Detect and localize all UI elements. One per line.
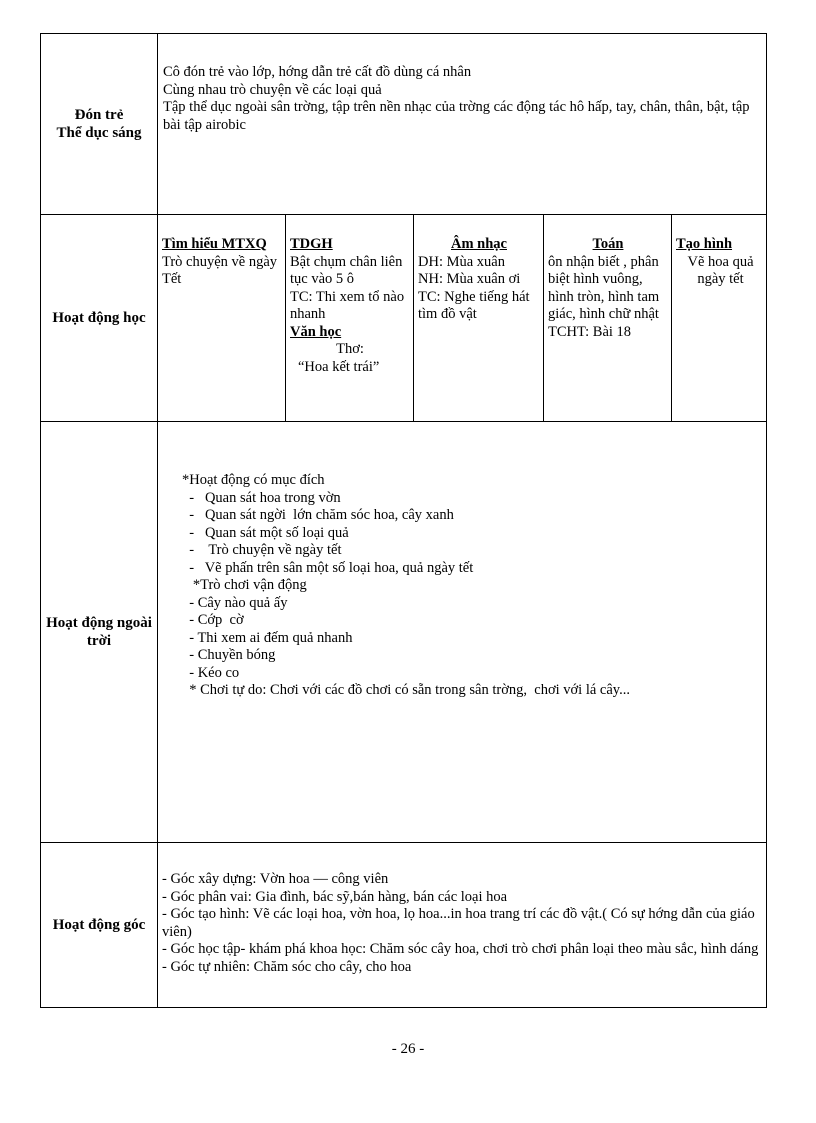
- text-line: Tập thể dục ngoài sân trờng, tập trên nền nhạc của trờng các động tác hô hấp, tay, chân, thân, bật, tập bài tập airobic: [163, 99, 750, 133]
- welcome-content: [158, 34, 766, 214]
- text-line: - Cây nào quả ấy: [182, 594, 288, 611]
- row-corners: [40, 843, 767, 1008]
- row-study: [40, 214, 767, 422]
- text-line: - Quan sát một số loại quả: [182, 524, 349, 541]
- col-heading: Tạo hình: [676, 236, 733, 252]
- page-number: - 26 -: [391, 1041, 425, 1057]
- col-body: TCHT: Bài 18: [548, 323, 632, 340]
- row-label-corners: Hoạt động góc: [41, 843, 158, 1007]
- col-body: Vẽ hoa quả ngày tết: [687, 253, 754, 287]
- study-col-mtxq: [158, 214, 286, 421]
- text-line: - Thi xem ai đếm quả nhanh: [182, 629, 353, 646]
- text-line: - Cớp cờ: [182, 612, 244, 628]
- text-line: - Góc tạo hình: Vẽ các loại hoa, vờn hoa, lọ hoa...in hoa trang trí các đồ vật.( Có sự hớng dẫn của giáo viên): [162, 906, 755, 940]
- col-heading: Tìm hiểu MTXQ: [162, 236, 267, 252]
- schedule-table: [40, 33, 767, 1008]
- col-subheading: Văn học: [290, 323, 342, 340]
- col-sub-body: Thơ:: [336, 341, 364, 357]
- text-line: *Trò chơi vận động: [182, 577, 307, 593]
- row-label-study: Hoạt động học: [41, 214, 158, 421]
- text-line: * Chơi tự do: Chơi với các đồ chơi có sẵn trong sân trờng, chơi với lá cây...: [182, 682, 630, 698]
- corners-content: [158, 843, 766, 1007]
- study-col-music: [414, 214, 544, 421]
- col-heading: Toán: [592, 236, 624, 252]
- text-line: - Góc xây dựng: Vờn hoa — công viên: [162, 871, 389, 887]
- text-line: - Quan sát ngời lớn chăm sóc hoa, cây xanh: [182, 507, 454, 523]
- col-body: TC: Thi xem tổ nào nhanh: [290, 288, 405, 322]
- col-body: Trò chuyện về ngày Tết: [162, 253, 278, 287]
- row-label-welcome: [41, 34, 158, 214]
- study-col-tdgh: [286, 214, 414, 421]
- col-heading: TDGH: [290, 236, 333, 252]
- text-line: - Góc phân vai: Gia đình, bác sỹ,bán hàng, bán các loại hoa: [162, 888, 508, 905]
- study-content: [158, 214, 766, 421]
- text-line: - Góc học tập- khám phá khoa học: Chăm sóc cây hoa, chơi trò chơi phân loại theo màu sắc, hình dáng: [162, 941, 759, 957]
- text-line: - Kéo co: [182, 664, 240, 681]
- row-outdoor: [40, 422, 767, 843]
- col-body: DH: Mùa xuân: [418, 253, 505, 270]
- col-body: NH: Mùa xuân ơi: [418, 271, 521, 287]
- col-body: TC: Nghe tiếng hát tìm đồ vật: [418, 288, 530, 322]
- label-line-2: Thể dục sáng: [56, 125, 142, 141]
- text-line: - Góc tự nhiên: Chăm sóc cho cây, cho hoa: [162, 958, 412, 975]
- text-line: Cùng nhau trò chuyện về các loại quả: [163, 81, 382, 98]
- outdoor-content: [158, 422, 766, 842]
- text-line: - Trò chuyện về ngày tết: [182, 542, 342, 558]
- text-line: - Quan sát hoa trong vờn: [182, 489, 341, 506]
- row-label-outdoor: Hoạt động ngoài trời: [41, 422, 158, 842]
- text-line: *Hoạt động có mục đích: [182, 472, 325, 488]
- col-heading: Âm nhạc: [451, 236, 507, 252]
- study-col-art: [672, 214, 768, 421]
- col-sub-body: “Hoa kết trái”: [298, 358, 380, 375]
- text-line: - Vẽ phấn trên sân một số loại hoa, quả ngày tết: [182, 559, 474, 576]
- study-col-math: [544, 214, 672, 421]
- text-line: Cô đón trẻ vào lớp, hớng dẫn trẻ cất đồ dùng cá nhân: [163, 64, 472, 80]
- text-line: - Chuyền bóng: [182, 647, 276, 663]
- col-body: Bật chụm chân liên tục vào 5 ô: [290, 253, 403, 287]
- col-body: ôn nhận biết , phân biệt hình vuông, hình tròn, hình tam giác, hình chữ nhật: [548, 253, 660, 322]
- row-welcome: [40, 33, 767, 215]
- label-line-1: Đón trẻ: [74, 107, 124, 123]
